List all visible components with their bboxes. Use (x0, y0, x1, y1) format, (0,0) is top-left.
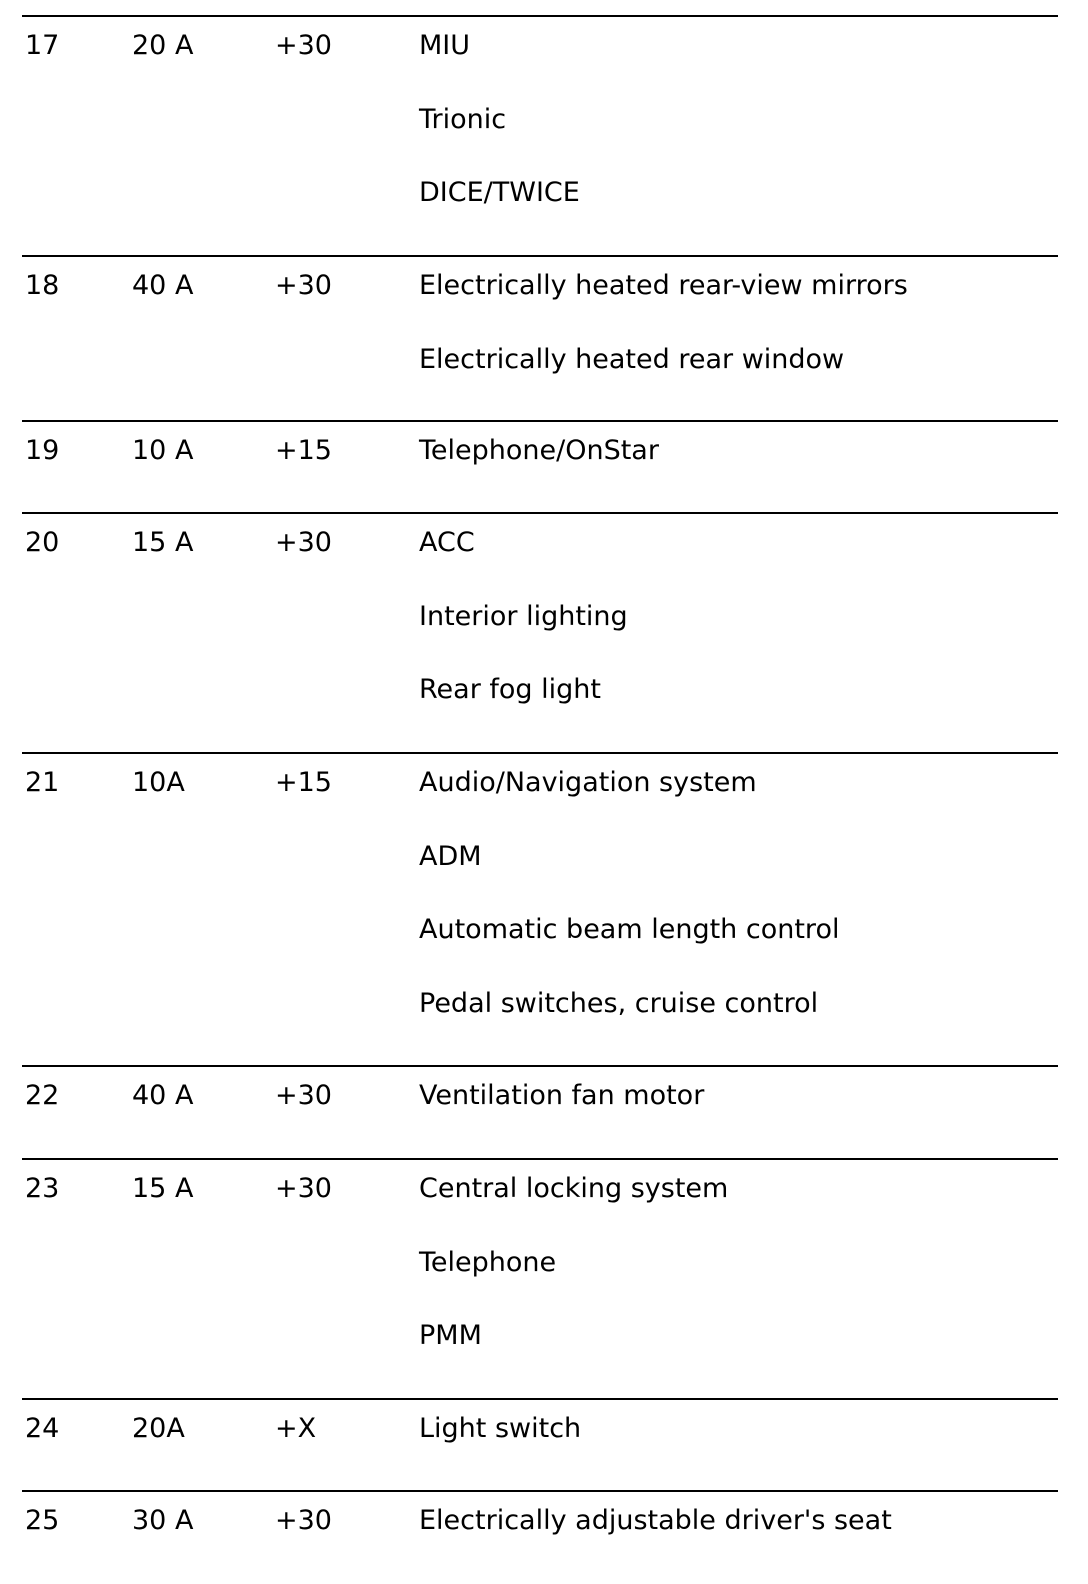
function-item: Light switch (419, 1413, 582, 1444)
fuse-row-21 (22, 752, 1058, 1065)
function-item: Ventilation fan motor (419, 1080, 705, 1111)
fuse-terminal: +30 (275, 527, 332, 558)
function-item: Electrically heated rear-view mirrors (419, 270, 908, 301)
function-item: MIU (419, 30, 471, 61)
fuse-terminal: +30 (275, 30, 332, 61)
function-item: Electrically adjustable driver's seat (419, 1505, 892, 1536)
fuse-amperage: 30 A (132, 1505, 194, 1536)
function-item: Rear fog light (419, 674, 601, 705)
fuse-functions (419, 768, 839, 1062)
fuse-amperage: 40 A (132, 270, 194, 301)
function-item: DICE/TWICE (419, 177, 580, 208)
fuse-row-19 (22, 420, 1058, 512)
function-item: Interior lighting (419, 600, 628, 632)
fuse-number: 18 (25, 270, 60, 301)
fuse-amperage: 15 A (132, 1173, 194, 1204)
fuse-functions (419, 1081, 704, 1155)
fuse-terminal: +X (275, 1413, 317, 1444)
fuse-functions (419, 528, 628, 749)
fuse-row-17 (22, 15, 1058, 255)
fuse-amperage: 20A (132, 1413, 185, 1444)
fuse-terminal: +15 (275, 767, 332, 798)
function-item: Telephone (419, 1246, 557, 1278)
fuse-row-20 (22, 512, 1058, 752)
fuse-functions (419, 1506, 892, 1580)
fuse-row-25 (22, 1490, 1058, 1572)
fuse-functions (419, 436, 659, 510)
fuse-number: 21 (25, 767, 60, 798)
fuse-number: 22 (25, 1080, 60, 1111)
fuse-number: 20 (25, 527, 60, 558)
function-item: ADM (419, 840, 482, 872)
function-item: Telephone/OnStar (419, 435, 659, 466)
fuse-terminal: +15 (275, 435, 332, 466)
fuse-row-23 (22, 1158, 1058, 1398)
fuse-number: 25 (25, 1505, 60, 1536)
fuse-number: 24 (25, 1413, 60, 1444)
fuse-number: 17 (25, 30, 60, 61)
fuse-row-18 (22, 255, 1058, 420)
fuse-terminal: +30 (275, 270, 332, 301)
function-item: PMM (419, 1320, 482, 1351)
function-item: ACC (419, 527, 475, 558)
fuse-row-24 (22, 1398, 1058, 1490)
fuse-amperage: 10 A (132, 435, 194, 466)
fuse-functions (419, 31, 580, 252)
fuse-terminal: +30 (275, 1173, 332, 1204)
fuse-amperage: 10A (132, 767, 185, 798)
fuse-amperage: 20 A (132, 30, 194, 61)
fuse-terminal: +30 (275, 1080, 332, 1111)
fuse-functions (419, 1414, 581, 1488)
function-item: Audio/Navigation system (419, 767, 757, 798)
fuse-terminal: +30 (275, 1505, 332, 1536)
function-item: Electrically heated rear window (419, 343, 845, 375)
fuse-functions (419, 1174, 728, 1395)
function-item: Central locking system (419, 1173, 729, 1204)
fuse-number: 23 (25, 1173, 60, 1204)
fuse-functions (419, 271, 908, 418)
fuse-row-22 (22, 1065, 1058, 1158)
fuse-amperage: 15 A (132, 527, 194, 558)
fuse-amperage: 40 A (132, 1080, 194, 1111)
fuse-table (22, 15, 1058, 1572)
function-item: Automatic beam length control (419, 914, 840, 945)
function-item: Pedal switches, cruise control (419, 987, 819, 1019)
function-item: Trionic (419, 103, 507, 135)
fuse-number: 19 (25, 435, 60, 466)
